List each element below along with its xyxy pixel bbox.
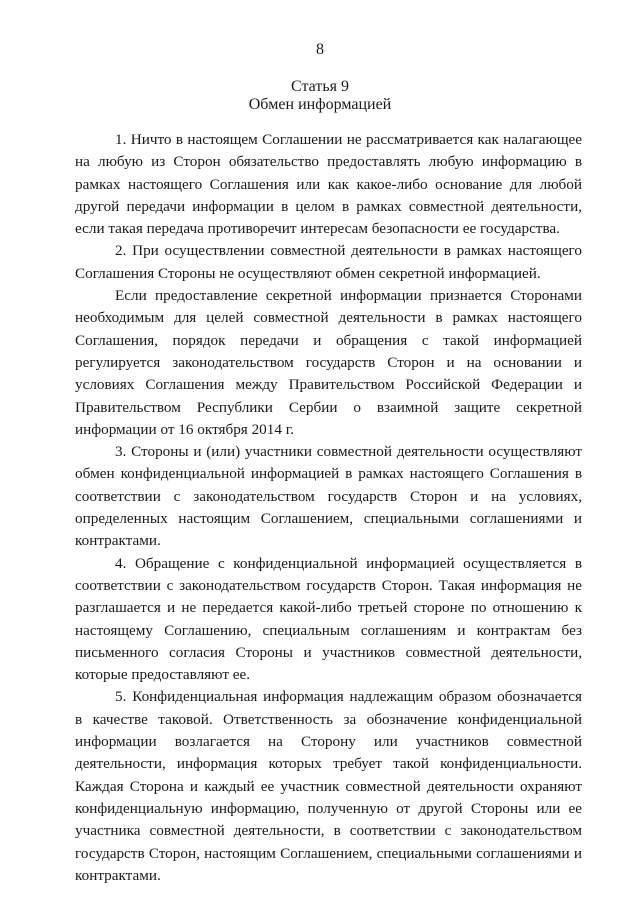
- paragraph-3: 3. Стороны и (или) участники совместной деятельности осуществляют обмен конфиденциальной информацией в рамках настоящего Соглашения в соответствии с законодательством государств Сторон и на условиях, определенных настоящим Соглашением, специальными соглашениями и контрактами.: [75, 443, 582, 550]
- paragraph-4: 4. Обращение с конфиденциальной информацией осуществляется в соответствии с законодательством государств Сторон. Такая информация не разглашается и не передается какой-либо третьей стороне по отношению к настоящему Соглашению, специальным соглашениям и контрактам без письменного согласия Стороны и участников совместной деятельности, которые предоставляют ее.: [75, 554, 582, 684]
- paragraph-5: 5. Конфиденциальная информация надлежащим образом обозначается в качестве таковой. Ответственность за обозначение конфиденциальной информации возлагается на Сторону или участников совместной деятельности, информация которых требует такой конфиденциальности. Каждая Сторона и каждый ее участник совместной деятельности охраняют конфиденциальную информацию, полученную от другой Стороны или ее участника совместной деятельности, в соответствии с законодательством государств Сторон, настоящим Соглашением, специальными соглашениями и контрактами.: [75, 688, 582, 884]
- paragraph-2-continued: Если предоставление секретной информации признается Сторонами необходимым для целей совместной деятельности в рамках настоящего Соглашения, порядок передачи и обращения с такой информацией регулируется законодательством государств Сторон и на основании и условиях Соглашения между Правительством Российской Федерации и Правительством Республики Сербии о взаимной защите секретной информации от 16 октября 2014 г.: [75, 287, 582, 438]
- paragraph-1: 1. Ничто в настоящем Соглашении не рассматривается как налагающее на любую из Сторон обязательство предоставлять любую информацию в рамках настоящего Соглашения или как какое-либо основание для любой другой передачи информации в целом в рамках совместной деятельности, если такая передача противоречит интересам безопасности ее государства.: [75, 131, 582, 238]
- page-number: 8: [316, 41, 324, 58]
- paragraph-2: 2. При осуществлении совместной деятельности в рамках настоящего Соглашения Стороны не осуществляют обмен секретной информацией.: [75, 242, 582, 282]
- article-body: [75, 129, 582, 887]
- article-subtitle: Обмен информацией: [248, 96, 392, 113]
- article-title: Статья 9: [291, 78, 349, 95]
